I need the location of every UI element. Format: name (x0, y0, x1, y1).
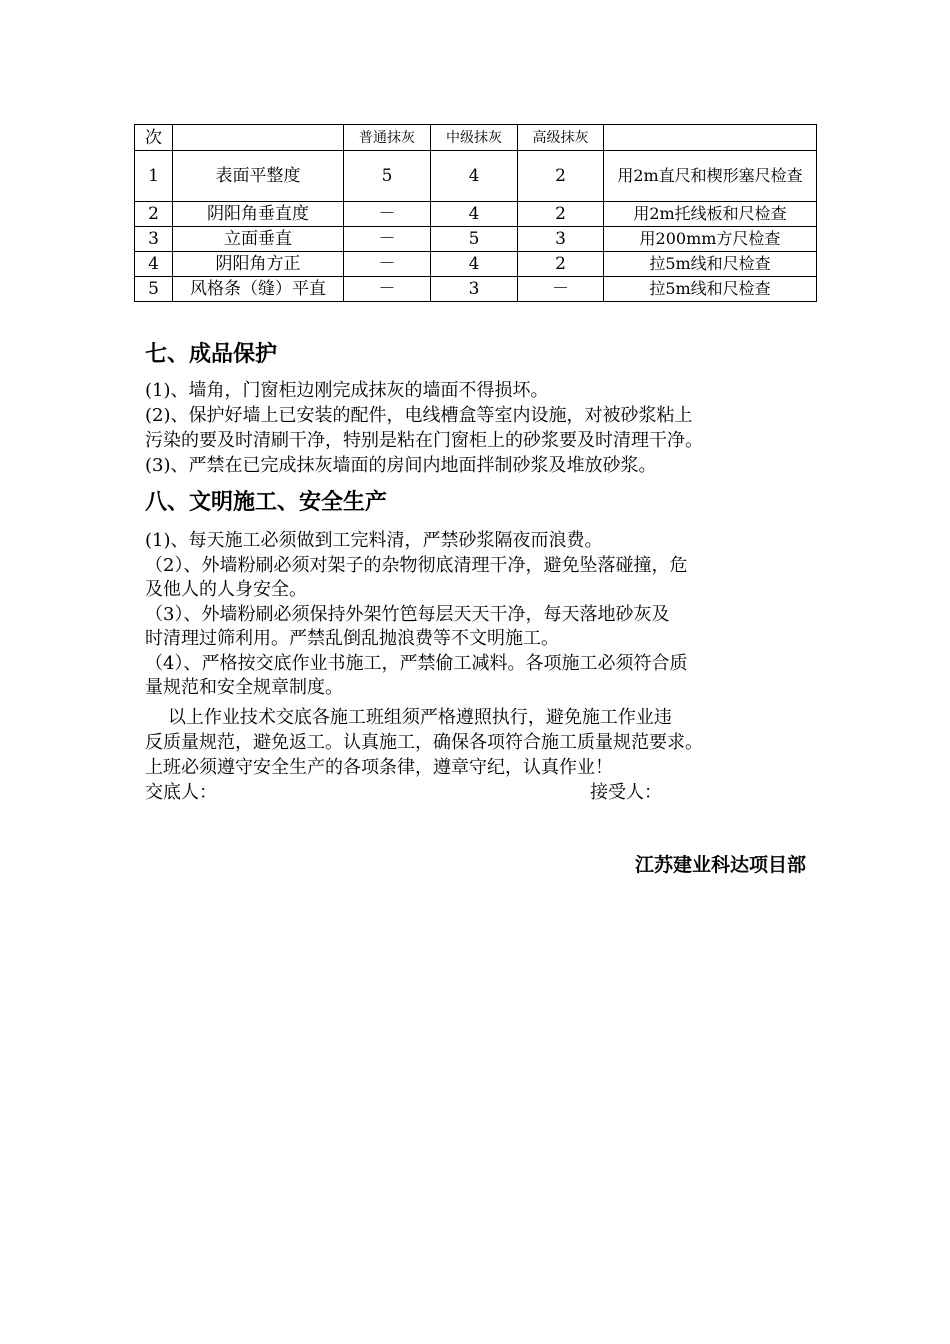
table-cell-normal: － (344, 227, 431, 252)
receiver-signature-label: 接受人： (590, 782, 662, 803)
table-cell-method: 用200mm方尺检查 (604, 227, 817, 252)
section-8-line-10: 上班必须遵守安全生产的各项条律，遵章守纪，认真作业！ (145, 757, 613, 778)
table-cell-medium: 5 (431, 227, 518, 252)
table-cell-medium: 4 (431, 202, 518, 227)
table-cell-index: 3 (135, 227, 173, 252)
table-cell-high: 2 (518, 151, 604, 202)
table-cell-normal: － (344, 252, 431, 277)
section-8-line-9: 反质量规范，避免返工。认真施工，确保各项符合施工质量规范要求。 (145, 732, 703, 753)
table-cell-item: 立面垂直 (173, 227, 344, 252)
table-header-row (135, 125, 817, 151)
header-cell-index: 次 (135, 125, 173, 151)
table-row (135, 151, 817, 202)
table-cell-normal: － (344, 202, 431, 227)
section-8-line-2: （2）、外墙粉刷必须对架子的杂物彻底清理干净，避免坠落碰撞，危 (145, 555, 688, 576)
section-7-line-1: (1)、墙角，门窗柜边刚完成抹灰的墙面不得损坏。 (145, 380, 549, 401)
header-cell-method (604, 125, 817, 151)
giver-signature-label: 交底人： (145, 782, 217, 803)
tolerance-table (134, 124, 817, 302)
header-cell-item (173, 125, 344, 151)
table-cell-method: 用2m托线板和尺检查 (604, 202, 817, 227)
section-7-line-4: (3)、严禁在已完成抹灰墙面的房间内地面拌制砂浆及堆放砂浆。 (145, 455, 657, 476)
table-cell-high: 2 (518, 252, 604, 277)
table-cell-item: 风格条（缝）平直 (173, 277, 344, 302)
section-8-line-1: (1)、每天施工必须做到工完料清，严禁砂浆隔夜而浪费。 (145, 530, 603, 551)
section-7-line-2: (2)、保护好墙上已安装的配件，电线槽盒等室内设施，对被砂浆粘上 (145, 405, 693, 426)
section-8-line-7: 量规范和安全规章制度。 (145, 677, 343, 698)
section-8-heading: 八、文明施工、安全生产 (145, 490, 388, 515)
section-8-line-5: 时清理过筛利用。严禁乱倒乱抛浪费等不文明施工。 (145, 628, 559, 649)
table-cell-item: 阴阳角方正 (173, 252, 344, 277)
table-cell-normal: － (344, 277, 431, 302)
section-8-line-8: 以上作业技术交底各施工班组须严格遵照执行，避免施工作业违 (145, 707, 672, 728)
table-row (135, 277, 817, 302)
table-row (135, 227, 817, 252)
section-8-line-6: （4）、严格按交底作业书施工，严禁偷工减料。各项施工必须符合质 (145, 653, 688, 674)
section-7-heading: 七、成品保护 (145, 342, 278, 367)
table-cell-item: 表面平整度 (173, 151, 344, 202)
table-cell-index: 2 (135, 202, 173, 227)
organization-name: 江苏建业科达项目部 (634, 854, 806, 876)
table-cell-index: 4 (135, 252, 173, 277)
section-8-line-4: （3）、外墙粉刷必须保持外架竹笆每层天天干净，每天落地砂灰及 (145, 604, 670, 625)
header-cell-medium: 中级抹灰 (431, 125, 518, 151)
table-cell-item: 阴阳角垂直度 (173, 202, 344, 227)
table-row (135, 202, 817, 227)
table-cell-high: 3 (518, 227, 604, 252)
table-cell-medium: 4 (431, 252, 518, 277)
table-cell-high: － (518, 277, 604, 302)
section-8-line-3: 及他人的人身安全。 (145, 579, 307, 600)
header-cell-high: 高级抹灰 (518, 125, 604, 151)
table-cell-method: 用2m直尺和楔形塞尺检查 (604, 151, 817, 202)
table-row (135, 252, 817, 277)
table-cell-normal: 5 (344, 151, 431, 202)
table-cell-medium: 3 (431, 277, 518, 302)
section-7-line-3: 污染的要及时清刷干净，特别是粘在门窗柜上的砂浆要及时清理干净。 (145, 430, 703, 451)
table-cell-high: 2 (518, 202, 604, 227)
table-cell-medium: 4 (431, 151, 518, 202)
table-cell-index: 1 (135, 151, 173, 202)
table-cell-method: 拉5m线和尺检查 (604, 277, 817, 302)
header-cell-normal: 普通抹灰 (344, 125, 431, 151)
table-cell-index: 5 (135, 277, 173, 302)
table-cell-method: 拉5m线和尺检查 (604, 252, 817, 277)
